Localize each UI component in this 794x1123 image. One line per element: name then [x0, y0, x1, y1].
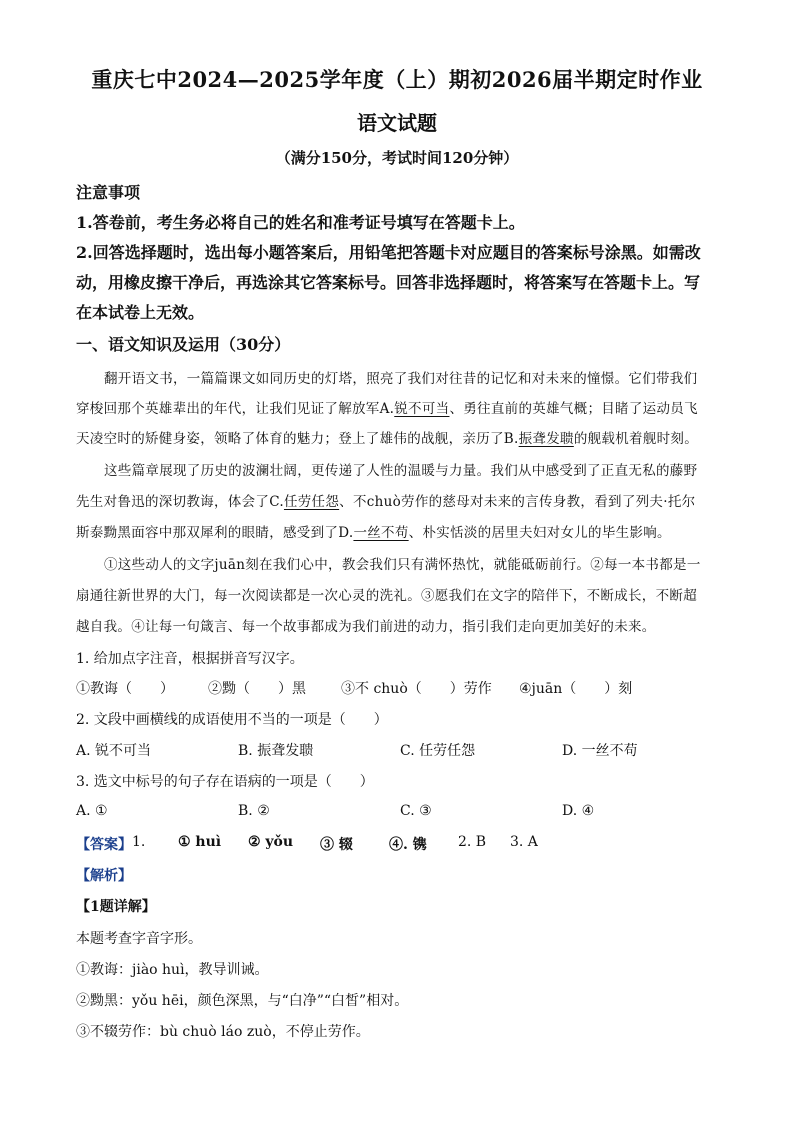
analysis-line-1: ①教诲：jiào huì，教导训诫。 — [76, 962, 269, 978]
question-1: 1. 给加点字注音，根据拼音写汉字。 — [76, 651, 304, 667]
subject-title: 语文试题 — [357, 111, 437, 135]
passage-p2-line-2 — [76, 490, 718, 510]
q1-option-4: ④juān（ ）刻 — [519, 681, 633, 697]
q2-option-a: A. 锐不可当 — [76, 743, 152, 759]
passage-p3-line-1: ①这些动人的文字juān刻在我们心中，教会我们只有满怀热忱，就能砥砺前行。②每一本书都是一 — [104, 557, 701, 573]
passage-text: 穿梭回那个英雄辈出的年代，让我们见证了解放军A. — [76, 401, 395, 417]
notice-item-2-line-3: 在本试卷上无效。 — [76, 303, 205, 322]
answer-item: 1. — [132, 834, 146, 850]
passage-text: 、勇往直前的英雄气概；目睹了运动员飞 — [449, 401, 698, 417]
answer-label: 【答案】 — [76, 837, 132, 853]
passage-p1-line-2 — [76, 397, 718, 417]
analysis-line-3: ③不辍劳作：bù chuò láo zuò，不停止劳作。 — [76, 1024, 370, 1040]
q3-option-d: D. ④ — [562, 803, 595, 819]
exam-meta: （满分150分，考试时间120分钟） — [275, 149, 519, 167]
q1-option-2: ②黝（ ）黑 — [208, 681, 306, 697]
answer-item: ④. 镌 — [389, 837, 427, 853]
answer-item: ① huì — [178, 834, 222, 850]
question-3: 3. 选文中标号的句子存在语病的一项是（ ） — [76, 774, 374, 790]
q2-option-d: D. 一丝不苟 — [562, 743, 638, 759]
passage-text: 斯泰黝黑面容中那双犀利的眼睛，感受到了D. — [76, 525, 354, 541]
passage-p2-line-3 — [76, 521, 718, 541]
passage-text: 的舰载机着舰时刻。 — [573, 431, 699, 447]
passage-p1-line-1: 翻开语文书，一篇篇课文如同历史的灯塔，照亮了我们对往昔的记忆和对未来的憧憬。它们带我们 — [104, 371, 698, 387]
analysis-line-2: ②黝黑：yǒu hēi，颜色深黑，与“白净”“白皙”相对。 — [76, 993, 409, 1009]
question-2: 2. 文段中画横线的成语使用不当的一项是（ ） — [76, 712, 388, 728]
passage-p1-line-3 — [76, 427, 718, 447]
passage-text: 、不chuò劳作的慈母对未来的言传身教，看到了列夫·托尔 — [339, 494, 696, 510]
answer-item: ② yǒu — [248, 834, 294, 850]
passage-text: 先生对鲁迅的深切教诲，体会了C. — [76, 494, 284, 510]
notice-item-2-line-2: 动，用橡皮擦干净后，再选涂其它答案标号。回答非选择题时，将答案写在答题卡上。写 — [76, 273, 701, 292]
idiom-b: 振聋发聩 — [518, 431, 574, 447]
analysis-intro: 本题考查字音字形。 — [76, 931, 202, 947]
q2-option-c: C. 任劳任怨 — [400, 743, 476, 759]
notice-item-2-line-1: 2.回答选择题时，选出每小题答案后，用铅笔把答题卡对应题目的答案标号涂黑。如需改 — [76, 243, 701, 262]
passage-p2-line-1: 这些篇章展现了历史的波澜壮阔，更传递了人性的温暖与力量。我们从中感受到了正直无私的藤野 — [104, 463, 698, 479]
answer-item: ③ 辍 — [320, 837, 353, 853]
passage-p3-line-3: 越自我。④让每一句箴言、每一个故事都成为我们前进的动力，指引我们走向更加美好的未来。 — [76, 619, 656, 635]
q3-option-c: C. ③ — [400, 803, 432, 819]
section-1-heading: 一、语文知识及运用（30分） — [76, 335, 291, 354]
q1-option-1: ①教诲（ ） — [76, 681, 174, 697]
idiom-d: 一丝不苟 — [353, 525, 409, 541]
passage-text: 、朴实恬淡的居里夫妇对女儿的毕生影响。 — [408, 525, 671, 541]
idiom-c: 任劳任怨 — [283, 494, 340, 510]
q3-option-b: B. ② — [238, 803, 270, 819]
exam-title: 重庆七中2024—2025学年度（上）期初2026届半期定时作业 — [91, 67, 703, 92]
idiom-a: 锐不可当 — [394, 401, 450, 417]
analysis-subheading: 【1题详解】 — [76, 899, 156, 915]
notice-heading: 注意事项 — [76, 183, 141, 202]
passage-text: 天凌空时的矫健身姿，领略了体育的魅力；登上了雄伟的战舰，亲历了B. — [76, 431, 519, 447]
q3-option-a: A. ① — [76, 803, 108, 819]
analysis-label: 【解析】 — [76, 868, 132, 884]
passage-p3-line-2: 扇通往新世界的大门，每一次阅读都是一次心灵的洗礼。③愿我们在文字的陪伴下，不断成长，不断超 — [76, 588, 697, 604]
notice-item-1: 1.答卷前，考生务必将自己的姓名和准考证号填写在答题卡上。 — [76, 213, 525, 232]
answer-item: 3. A — [510, 834, 538, 850]
q1-option-3: ③不 chuò（ ）劳作 — [341, 681, 492, 697]
answer-item: 2. B — [458, 834, 487, 850]
q2-option-b: B. 振聋发聩 — [238, 743, 314, 759]
